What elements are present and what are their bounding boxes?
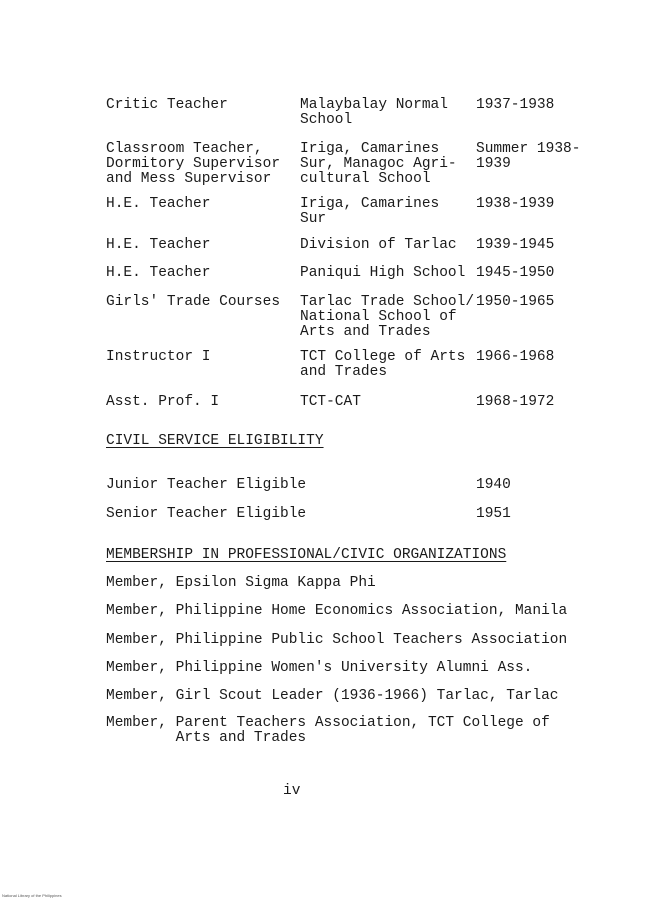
school: Malaybalay Normal School [300, 97, 448, 128]
membership-heading: MEMBERSHIP IN PROFESSIONAL/CIVIC ORGANIZATIONS [106, 547, 507, 563]
footer-note: National Library of the Philippines [2, 893, 62, 898]
eligibility-label: Senior Teacher Eligible [106, 506, 307, 522]
eligibility-year: 1940 [476, 477, 511, 493]
school: Paniqui High School [300, 265, 466, 281]
membership-item: Member, Philippine Home Economics Association, Manila [106, 603, 568, 619]
position: Critic Teacher [106, 97, 228, 113]
years: 1966-1968 [476, 349, 555, 365]
position: Classroom Teacher, Dormitory Supervisor and Mess Supervisor [106, 141, 281, 187]
membership-item: Member, Girl Scout Leader (1936-1966) Tarlac, Tarlac [106, 688, 559, 704]
position: Asst. Prof. I [106, 394, 220, 410]
years: 1945-1950 [476, 265, 555, 281]
position: H.E. Teacher [106, 265, 211, 281]
school: Iriga, Camarines Sur, Managoc Agri- cultural School [300, 141, 457, 187]
years: 1938-1939 [476, 196, 555, 212]
years: 1937-1938 [476, 97, 555, 113]
position: Girls' Trade Courses [106, 294, 281, 310]
school: Tarlac Trade School/ National School of Arts and Trades [300, 294, 475, 340]
civil-service-heading: CIVIL SERVICE ELIGIBILITY [106, 433, 324, 449]
years: Summer 1938- 1939 [476, 141, 581, 172]
school: Iriga, Camarines Sur [300, 196, 440, 227]
membership-item: Member, Philippine Public School Teachers Association [106, 632, 568, 648]
membership-item: Member, Philippine Women's University Alumni Ass. [106, 660, 533, 676]
eligibility-year: 1951 [476, 506, 511, 522]
school: TCT-CAT [300, 394, 361, 410]
years: 1950-1965 [476, 294, 555, 310]
years: 1939-1945 [476, 237, 555, 253]
eligibility-label: Junior Teacher Eligible [106, 477, 307, 493]
position: H.E. Teacher [106, 237, 211, 253]
membership-item: Member, Parent Teachers Association, TCT College of Arts and Trades [106, 715, 550, 746]
page-number: iv [283, 783, 301, 799]
school: Division of Tarlac [300, 237, 457, 253]
years: 1968-1972 [476, 394, 555, 410]
school: TCT College of Arts and Trades [300, 349, 466, 380]
position: H.E. Teacher [106, 196, 211, 212]
position: Instructor I [106, 349, 211, 365]
membership-item: Member, Epsilon Sigma Kappa Phi [106, 575, 376, 591]
